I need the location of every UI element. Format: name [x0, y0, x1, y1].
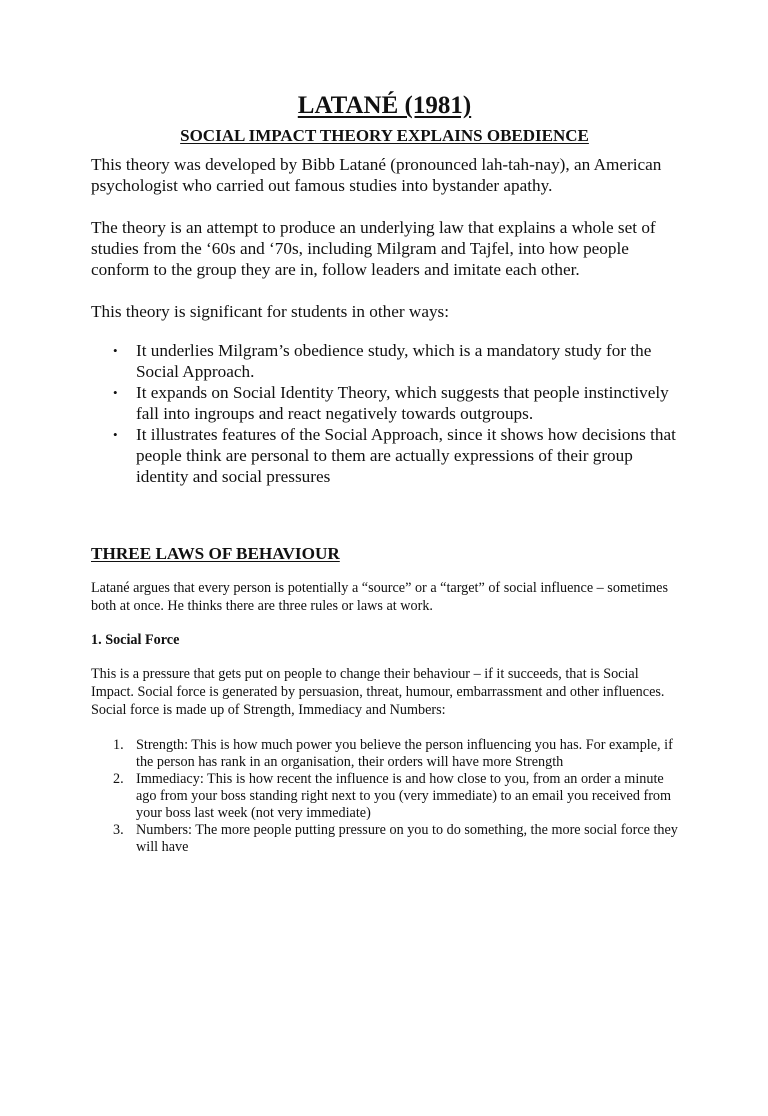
list-item-text: It underlies Milgram’s obedience study, which is a mandatory study for the Social Approach. — [136, 341, 652, 381]
section-heading: THREE LAWS OF BEHAVIOUR — [91, 544, 340, 563]
list-item-text: It expands on Social Identity Theory, which suggests that people instinctively fall into ingroups and react negatively towards outgroups. — [136, 383, 669, 423]
subsection-heading: 1. Social Force — [91, 632, 180, 648]
list-item — [91, 771, 678, 822]
list-item-text: Numbers: The more people putting pressure on you to do something, the more social force they will have — [136, 822, 678, 855]
list-item-text: Strength: This is how much power you believe the person influencing you has. For example, if the person has rank in an organisation, their orders will have more Strength — [136, 737, 673, 770]
page-subtitle: SOCIAL IMPACT THEORY EXPLAINS OBEDIENCE — [180, 126, 589, 145]
intro-paragraph: This theory was developed by Bibb Latané (pronounced lah-tah-nay), an American psychologist who carried out famous studies into bystander apathy. — [91, 155, 662, 195]
list-item — [91, 382, 678, 424]
bullet-marker: • — [113, 385, 118, 400]
significance-paragraph: This theory is significant for students in other ways: — [91, 302, 450, 321]
document-page — [0, 92, 768, 1116]
subsection-body: This is a pressure that gets put on people to change their behaviour – if it succeeds, that is Social Impact. Social force is generated by persuasion, threat, humour, embarrassment and other influences. Social force is made up of Strength, Immediacy and Numbers: — [91, 666, 665, 718]
list-number: 3. — [113, 822, 124, 838]
list-item-text: Immediacy: This is how recent the influence is and how close to you, from an order a minute ago from your boss standing right next to you (very immediate) to an email you received from your boss last week (not very immediate) — [136, 771, 672, 821]
list-item — [91, 424, 678, 487]
significance-list — [91, 340, 678, 487]
bullet-marker: • — [113, 343, 118, 358]
section-intro: Latané argues that every person is potentially a “source” or a “target” of social influence – sometimes both at once. He thinks there are three rules or laws at work. — [91, 580, 668, 614]
list-item — [91, 340, 678, 382]
bullet-marker: • — [113, 427, 118, 442]
page-title: LATANÉ (1981) — [297, 92, 472, 119]
theory-paragraph: The theory is an attempt to produce an underlying law that explains a whole set of studies from the ‘60s and ‘70s, including Milgram and Tajfel, into how people conform to the group they are in, follow leaders and imitate each other. — [91, 218, 656, 279]
list-number: 2. — [113, 771, 124, 787]
list-item — [91, 737, 678, 771]
social-force-list — [91, 737, 678, 856]
list-item — [91, 822, 678, 856]
list-number: 1. — [113, 737, 124, 753]
list-item-text: It illustrates features of the Social Approach, since it shows how decisions that people think are personal to them are actually expressions of their group identity and social pressures — [136, 425, 676, 486]
